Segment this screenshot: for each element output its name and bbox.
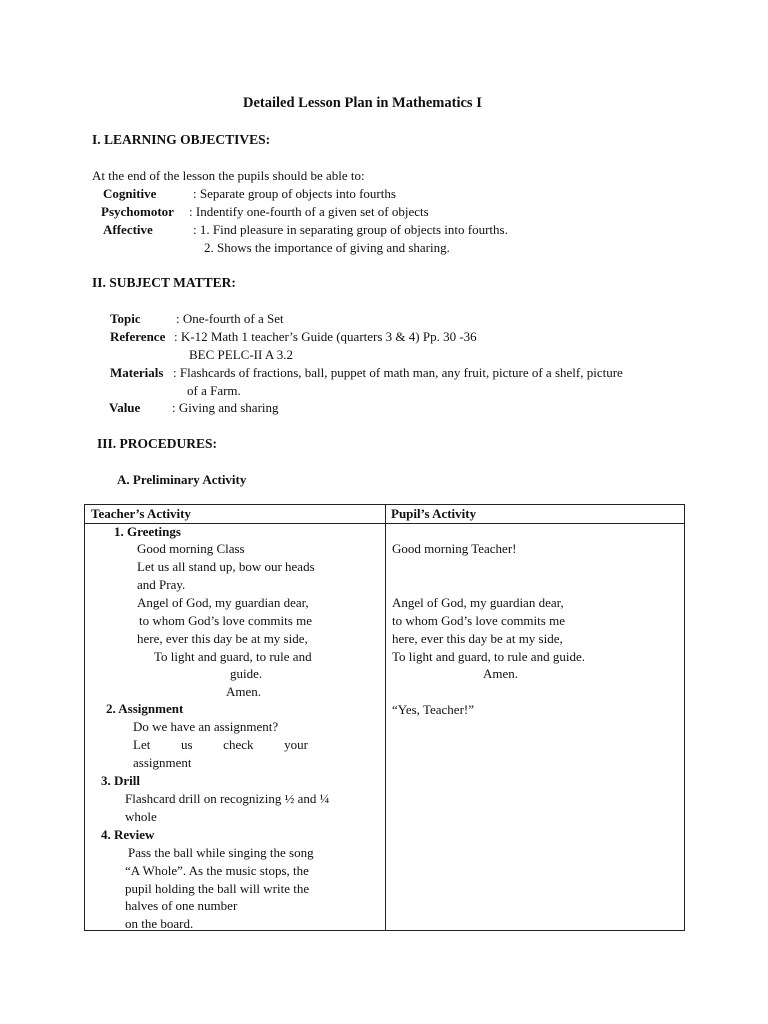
procedures-heading: III. PROCEDURES: [97, 436, 218, 451]
value-text: : Giving and sharing [172, 400, 279, 415]
affective-text-1: : 1. Find pleasure in separating group of objects into fourths. [193, 222, 508, 237]
assignment-word: check [223, 737, 254, 752]
materials-label: Materials [110, 365, 164, 380]
teacher-drill-line-1: Flashcard drill on recognizing ½ and ¼ [125, 791, 330, 806]
materials-text-1: : Flashcards of fractions, ball, puppet of math man, any fruit, picture of a shelf, picture [173, 365, 623, 380]
teacher-review-line-4: halves of one number [125, 898, 238, 913]
pupil-prayer-line-4: To light and guard, to rule and guide. [392, 649, 585, 664]
teacher-assignment-line-1: Do we have an assignment? [133, 719, 279, 734]
document-title: Detailed Lesson Plan in Mathematics I [243, 95, 482, 111]
review-heading: 4. Review [101, 827, 155, 842]
teacher-good-morning: Good morning Class [137, 541, 245, 556]
pupil-yes-teacher: “Yes, Teacher!” [392, 702, 474, 717]
psychomotor-text: : Indentify one-fourth of a given set of objects [189, 204, 429, 219]
teacher-amen: Amen. [226, 684, 262, 699]
greetings-heading: 1. Greetings [114, 524, 181, 539]
teacher-assignment-line-3: assignment [133, 755, 192, 770]
learning-objectives-heading: I. LEARNING OBJECTIVES: [92, 132, 271, 147]
teacher-prayer-line-4: To light and guard, to rule and [154, 649, 312, 664]
topic-label: Topic [110, 311, 141, 326]
value-label: Value [109, 400, 141, 415]
assignment-word: us [180, 737, 193, 752]
pupil-amen: Amen. [483, 666, 519, 681]
materials-text-2: of a Farm. [187, 383, 241, 398]
teacher-activity-header: Teacher’s Activity [91, 506, 192, 521]
pupil-prayer-line-1: Angel of God, my guardian dear, [392, 595, 564, 610]
teacher-prayer-line-3: here, ever this day be at my side, [137, 631, 308, 646]
teacher-prayer-line-5: guide. [230, 666, 263, 681]
cognitive-text: : Separate group of objects into fourths [193, 186, 396, 201]
pupil-activity-header: Pupil’s Activity [391, 506, 477, 521]
teacher-review-line-5: on the board. [125, 916, 194, 931]
teacher-stand-line-2: and Pray. [137, 577, 186, 592]
pupil-prayer-line-3: here, ever this day be at my side, [392, 631, 563, 646]
affective-label: Affective [103, 222, 153, 237]
reference-label: Reference [110, 329, 166, 344]
teacher-review-line-1: Pass the ball while singing the song [128, 845, 314, 860]
pupil-good-morning: Good morning Teacher! [392, 541, 517, 556]
psychomotor-label: Psychomotor [101, 204, 174, 219]
objectives-intro: At the end of the lesson the pupils should be able to: [92, 168, 365, 183]
teacher-assignment-line-2 [133, 736, 308, 753]
teacher-review-line-2: “A Whole”. As the music stops, the [125, 863, 309, 878]
reference-text-2: BEC PELC-II A 3.2 [189, 347, 294, 362]
teacher-drill-line-2: whole [125, 809, 157, 824]
assignment-heading: 2. Assignment [106, 701, 184, 716]
teacher-stand-line-1: Let us all stand up, bow our heads [137, 559, 315, 574]
subject-matter-heading: II. SUBJECT MATTER: [92, 275, 236, 290]
assignment-word: your [284, 737, 308, 752]
reference-text-1: : K-12 Math 1 teacher’s Guide (quarters 3 & 4) Pp. 30 -36 [174, 329, 477, 344]
affective-text-2: 2. Shows the importance of giving and sharing. [204, 240, 450, 255]
cognitive-label: Cognitive [103, 186, 157, 201]
topic-text: : One-fourth of a Set [176, 311, 284, 326]
preliminary-activity-heading: A. Preliminary Activity [117, 472, 247, 487]
teacher-prayer-line-1: Angel of God, my guardian dear, [137, 595, 309, 610]
assignment-word: Let [133, 737, 151, 752]
column-divider [385, 505, 386, 930]
drill-heading: 3. Drill [101, 773, 140, 788]
pupil-prayer-line-2: to whom God’s love commits me [392, 613, 565, 628]
teacher-prayer-line-2: to whom God’s love commits me [139, 613, 312, 628]
teacher-review-line-3: pupil holding the ball will write the [125, 881, 310, 896]
